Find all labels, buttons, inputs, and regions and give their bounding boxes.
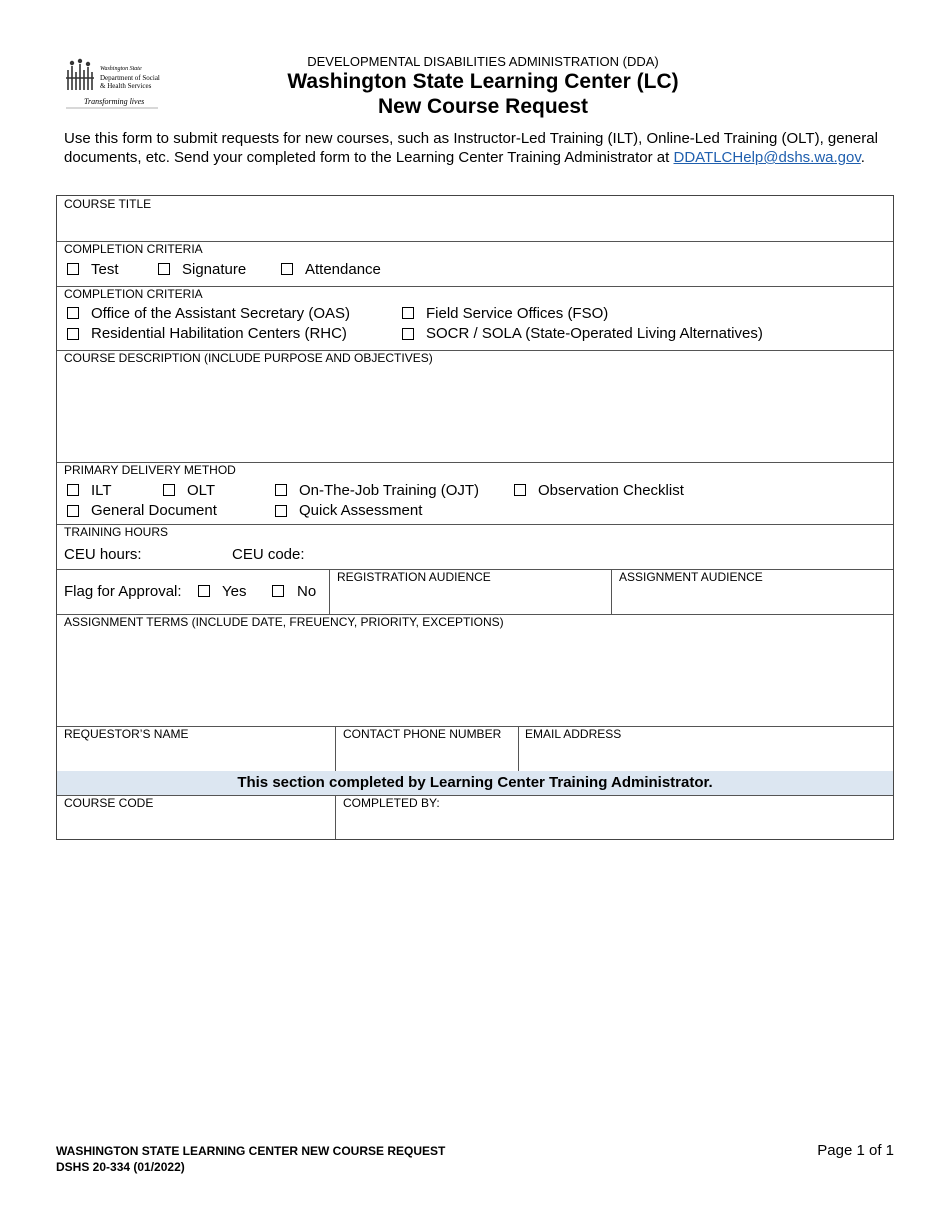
signature-checkbox[interactable]: [158, 263, 170, 275]
fso-option-label: Field Service Offices (FSO): [426, 305, 609, 322]
intro-paragraph: [64, 129, 884, 167]
flag-yes-checkbox[interactable]: [198, 585, 210, 597]
admin-section-header: This section completed by Learning Center Training Administrator.: [57, 771, 893, 795]
email-address-label: EMAIL ADDRESS: [525, 727, 622, 741]
completion-criteria-label-2: COMPLETION CRITERIA: [64, 287, 203, 301]
test-option-label: Test: [91, 261, 119, 278]
ceu-code-label: CEU code:: [232, 546, 305, 563]
observation-checklist-checkbox[interactable]: [514, 484, 526, 496]
ilt-checkbox[interactable]: [67, 484, 79, 496]
email-address-field[interactable]: [519, 741, 893, 771]
completed-by-field[interactable]: [336, 810, 893, 839]
logo-state-text: Washington State: [100, 66, 142, 72]
page-number: Page 1 of 1: [817, 1142, 894, 1159]
signature-option-label: Signature: [182, 261, 247, 278]
row-divider: [57, 795, 893, 796]
course-description-label: COURSE DESCRIPTION (INCLUDE PURPOSE AND OBJECTIVES): [64, 351, 433, 365]
contact-phone-field[interactable]: [336, 741, 518, 771]
delivery-method-label: PRIMARY DELIVERY METHOD: [64, 463, 236, 477]
ceu-code-field[interactable]: [309, 543, 509, 565]
observation-checklist-option-label: Observation Checklist: [538, 482, 684, 499]
olt-checkbox[interactable]: [163, 484, 175, 496]
footer-form-name: WASHINGTON STATE LEARNING CENTER NEW COURSE REQUEST: [56, 1144, 446, 1158]
logo-tagline: Transforming lives: [84, 97, 145, 106]
flag-for-approval-label: Flag for Approval:: [64, 583, 182, 600]
assignment-terms-label: ASSIGNMENT TERMS (INCLUDE DATE, FREUENCY, PRIORITY, EXCEPTIONS): [64, 615, 504, 629]
intro-text: Use this form to submit requests for new courses, such as Instructor-Led Training (ILT), Online-Led Training (OLT), general documents, etc. Send your completed form to the Learning Center Training Administrator at: [64, 130, 878, 166]
page-title: Washington State Learning Center (LC): [287, 70, 679, 93]
flag-no-checkbox[interactable]: [272, 585, 284, 597]
ceu-hours-field[interactable]: [149, 543, 229, 565]
assignment-terms-field[interactable]: [57, 630, 893, 725]
course-code-field[interactable]: [57, 810, 335, 839]
registration-audience-field[interactable]: [330, 584, 611, 614]
row-divider: [57, 524, 893, 525]
course-request-form: [56, 195, 894, 840]
flag-yes-label: Yes: [222, 583, 247, 600]
assignment-audience-label: ASSIGNMENT AUDIENCE: [619, 570, 763, 584]
agency-name: DEVELOPMENTAL DISABILITIES ADMINISTRATION (DDA): [307, 54, 659, 69]
quick-assessment-checkbox[interactable]: [275, 505, 287, 517]
completed-by-label: COMPLETED BY:: [343, 796, 440, 810]
attendance-option-label: Attendance: [305, 261, 381, 278]
logo-dept-line1: Department of Social: [100, 74, 160, 82]
completion-criteria-label: COMPLETION CRITERIA: [64, 242, 203, 256]
page-subtitle: New Course Request: [377, 95, 589, 118]
contact-phone-label: CONTACT PHONE NUMBER: [343, 727, 502, 741]
general-document-option-label: General Document: [91, 502, 217, 519]
rhc-checkbox[interactable]: [67, 328, 79, 340]
socr-sola-checkbox[interactable]: [402, 328, 414, 340]
socr-sola-option-label: SOCR / SOLA (State-Operated Living Alternatives): [426, 325, 763, 342]
help-email-link[interactable]: DDATLCHelp@dshs.wa.gov: [673, 149, 861, 166]
flag-no-label: No: [297, 583, 317, 600]
course-title-field[interactable]: [57, 211, 893, 241]
course-code-label: COURSE CODE: [64, 796, 154, 810]
course-title-label: COURSE TITLE: [64, 197, 152, 211]
quick-assessment-option-label: Quick Assessment: [299, 502, 423, 519]
assignment-audience-field[interactable]: [612, 584, 893, 614]
requestor-name-label: REQUESTOR’S NAME: [64, 727, 189, 741]
registration-audience-label: REGISTRATION AUDIENCE: [337, 570, 491, 584]
course-description-field[interactable]: [57, 366, 893, 461]
rhc-option-label: Residential Habilitation Centers (RHC): [91, 325, 347, 342]
attendance-checkbox[interactable]: [281, 263, 293, 275]
test-checkbox[interactable]: [67, 263, 79, 275]
olt-option-label: OLT: [187, 482, 216, 499]
training-hours-label: TRAINING HOURS: [64, 525, 169, 539]
ojt-checkbox[interactable]: [275, 484, 287, 496]
ceu-hours-label: CEU hours:: [64, 546, 142, 563]
oas-option-label: Office of the Assistant Secretary (OAS): [91, 305, 350, 322]
footer-form-number: DSHS 20-334 (01/2022): [56, 1160, 185, 1174]
fso-checkbox[interactable]: [402, 307, 414, 319]
ilt-option-label: ILT: [91, 482, 112, 499]
oas-checkbox[interactable]: [67, 307, 79, 319]
ojt-option-label: On-The-Job Training (OJT): [299, 482, 480, 499]
intro-end: .: [860, 149, 865, 166]
general-document-checkbox[interactable]: [67, 505, 79, 517]
logo-dept-line2: & Health Services: [100, 82, 152, 90]
requestor-name-field[interactable]: [57, 741, 335, 771]
